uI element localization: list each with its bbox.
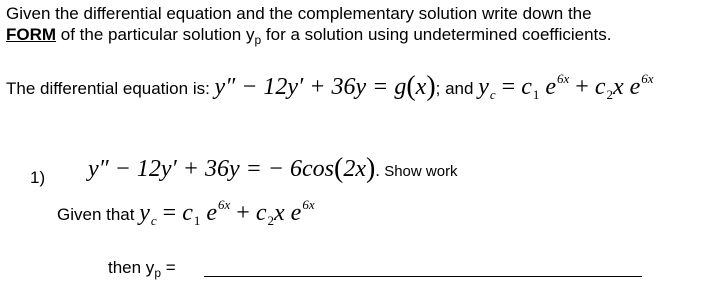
de-line — [6, 70, 654, 102]
de-and: ; and — [435, 79, 479, 98]
intro-line-2-a: of the particular solution y — [56, 25, 255, 44]
answer-blank-line[interactable] — [204, 276, 642, 277]
de-yc-expression: $y_c = c_1$ $e^{6x} + c_2x$ $e^{6x}$ — [478, 71, 654, 102]
problem-equation: y″ − 12y′ + 36y = − 6cos(2x). Show work — [88, 153, 458, 184]
de-label: The differential equation is: — [6, 79, 215, 98]
intro-line-2 — [6, 25, 611, 45]
given-label: Given that — [57, 205, 140, 224]
problem-equation-lhs: y″ − 12y′ + 36y = − 6cos — [88, 156, 334, 182]
de-equation-lhs: y″ − 12y′ + 36y = g — [214, 74, 407, 100]
intro-yp-subscript: p — [254, 33, 262, 47]
problem-number: 1) — [30, 168, 46, 187]
intro-line-1: Given the differential equation and the complementary solution write down the — [6, 4, 592, 23]
then-yp-label: then $y_p$ = — [108, 258, 176, 280]
form-emphasis: FORM — [6, 25, 57, 44]
given-yc-expression: $y_c = c_1$ $e^{6x} + c_2x$ $e^{6x}$ — [139, 197, 315, 228]
intro-line-2-b: for a solution using undetermined coefficients. — [261, 25, 612, 44]
de-equation-var: x — [415, 74, 427, 100]
given-line — [57, 197, 315, 228]
problem-equation-arg: 2x — [343, 156, 366, 182]
show-work-label: Show work — [380, 163, 458, 180]
de-equation: y″ − 12y′ + 36y = g(x) — [214, 71, 436, 102]
